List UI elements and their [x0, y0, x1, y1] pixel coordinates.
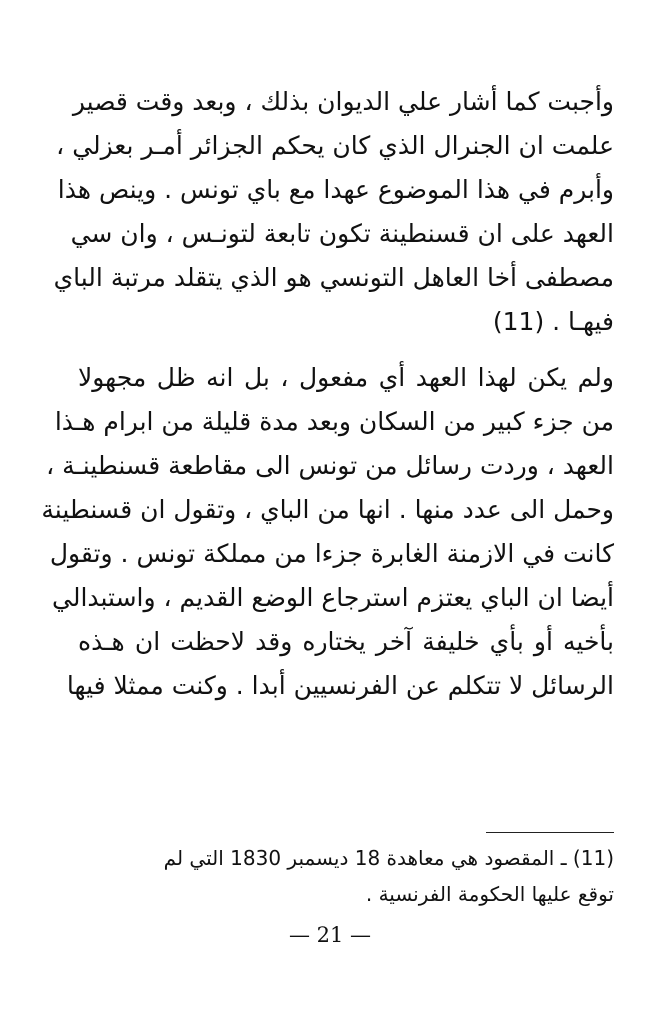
text-line: من جزء كبير من السكان وبعد مدة قليلة من ابرام هـذا — [54, 407, 614, 436]
text-line: مصطفى أخا العاهل التونسي هو الذي يتقلد مرتبة الباي — [53, 263, 614, 292]
paragraph-2 — [41, 356, 614, 708]
text-line: علمت ان الجنرال الذي كان يحكم الجزائر أمـر بعزلي ، — [56, 131, 614, 160]
text-line: وحمل الى عدد منها . انها من الباي ، وتقول ان قسنطينة — [41, 495, 614, 524]
footnote-divider — [486, 832, 614, 833]
text-line: العهد ، وردت رسائل من تونس الى مقاطعة قسنطينـة ، — [46, 451, 614, 480]
text-line: وأبرم في هذا الموضوع عهدا مع باي تونس . وينص هذا — [57, 175, 614, 204]
text-line: وأجبت كما أشار علي الديوان بذلك ، وبعد وقت قصير — [72, 87, 614, 116]
text-line: أيضا ان الباي يعتزم استرجاع الوضع القديم ، واستبدالي — [51, 583, 614, 612]
footnote-line: (11) ـ المقصود هي معاهدة 18 ديسمبر 1830 التي لم — [163, 846, 614, 870]
footnote-line: توقع عليها الحكومة الفرنسية . — [365, 882, 614, 906]
text-line: ولم يكن لهذا العهد أي مفعول ، بل انه ظل مجهولا — [78, 363, 614, 392]
text-line: الرسائل لا تتكلم عن الفرنسيين أبدا . وكنت ممثلا فيها — [66, 671, 614, 700]
text-line: كانت في الازمنة الغابرة جزءا من مملكة تونس . وتقول — [49, 539, 614, 568]
text-line: فيهـا . (11) — [492, 307, 614, 336]
page-number: — 21 — — [288, 923, 372, 947]
text-line: العهد على ان قسنطينة تكون تابعة لتونـس ، وان سي — [70, 219, 614, 248]
text-line: بأخيه أو بأي خليفة آخر يختاره وقد لاحظت ان هـذه — [78, 627, 614, 656]
paragraph-1 — [53, 80, 614, 344]
footnote — [82, 840, 614, 912]
